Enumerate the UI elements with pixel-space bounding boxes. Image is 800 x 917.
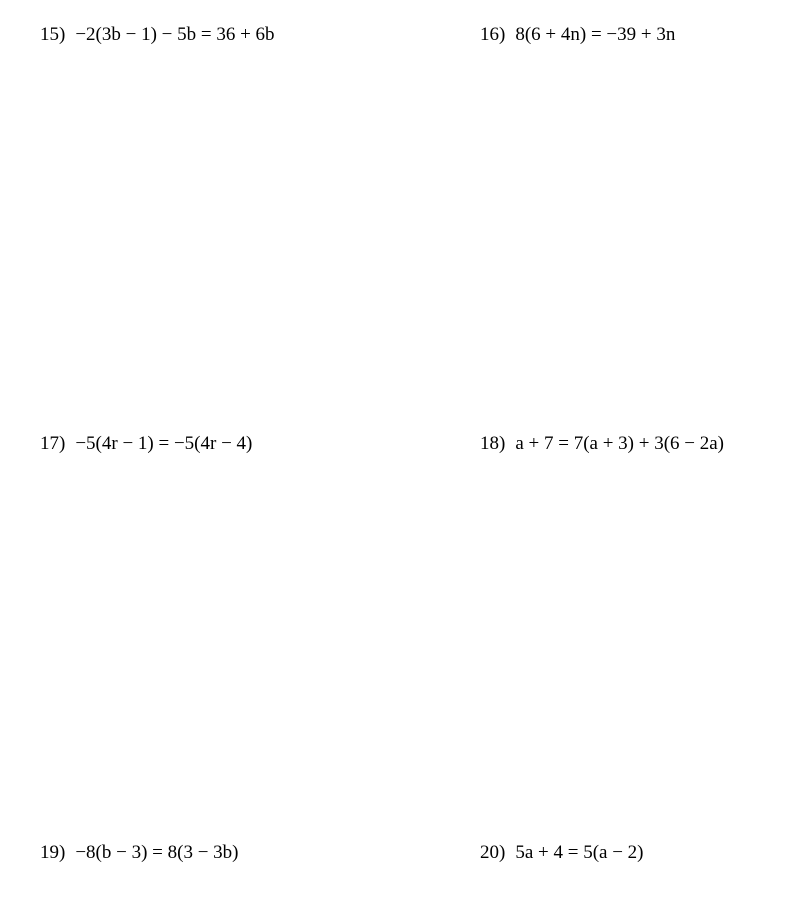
problem-equation: −2(3b − 1) − 5b = 36 + 6b — [75, 24, 275, 45]
problem-equation: −5(4r − 1) = −5(4r − 4) — [75, 433, 253, 454]
problem-number: 19) — [40, 842, 66, 863]
problem-equation: −8(b − 3) = 8(3 − 3b) — [75, 842, 239, 863]
problem-number: 16) — [480, 24, 506, 45]
problem-20 — [480, 841, 644, 865]
problem-19 — [40, 841, 239, 865]
problem-number: 17) — [40, 433, 66, 454]
problem-number: 20) — [480, 842, 506, 863]
problem-equation: a + 7 = 7(a + 3) + 3(6 − 2a) — [515, 433, 725, 454]
problem-15 — [40, 23, 275, 47]
problem-16 — [480, 23, 675, 47]
problem-17 — [40, 432, 252, 456]
problem-equation: 8(6 + 4n) = −39 + 3n — [515, 24, 676, 45]
problem-18 — [480, 432, 724, 456]
problem-number: 18) — [480, 433, 506, 454]
problem-number: 15) — [40, 24, 66, 45]
problem-equation: 5a + 4 = 5(a − 2) — [515, 842, 644, 863]
